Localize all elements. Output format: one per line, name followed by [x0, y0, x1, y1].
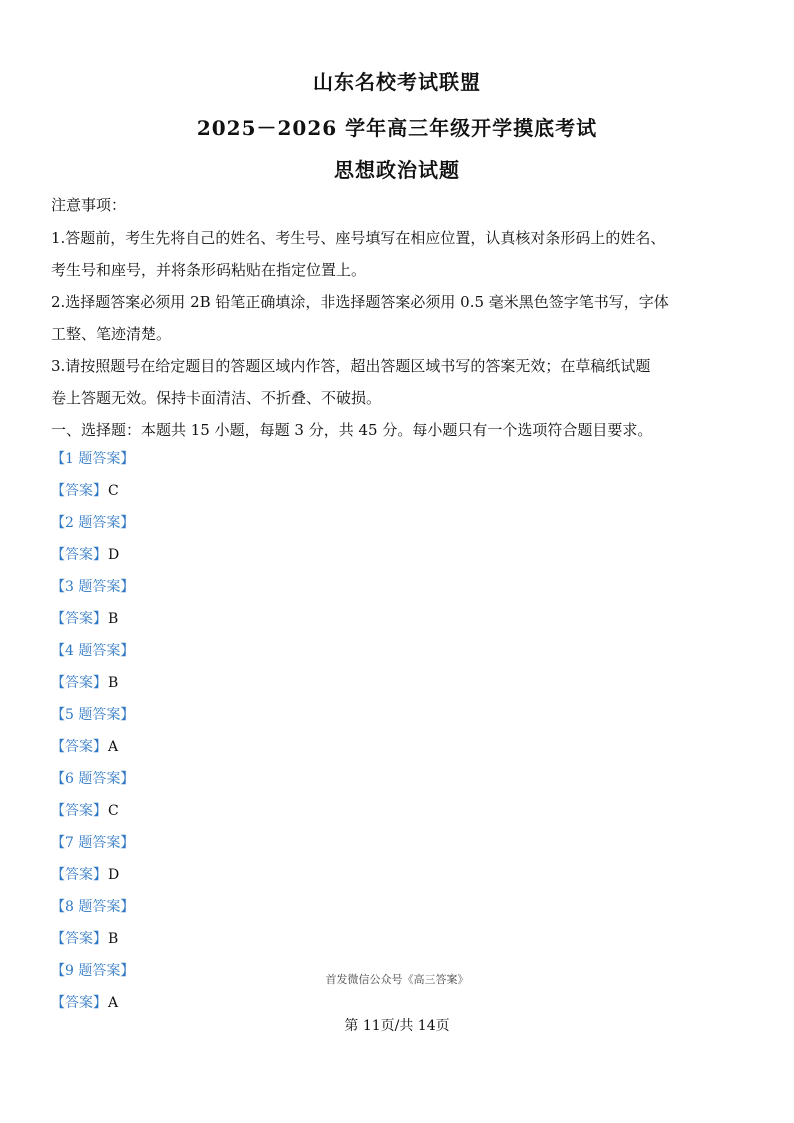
notice-item-2-line-1: 2.选择题答案必须用 2B 铅笔正确填涂，非选择题答案必须用 0.5 毫米黑色签字笔书写，字体	[51, 293, 669, 311]
question-label-row	[51, 705, 134, 737]
question-label: 【4 题答案】	[51, 643, 135, 659]
answer-value: D	[108, 547, 120, 563]
question-label-row	[51, 769, 134, 801]
notice-item-1-line-1: 1.答题前，考生先将自己的姓名、考生号、座号填写在相应位置，认真核对条形码上的姓名、	[51, 229, 666, 247]
answer-row	[51, 737, 134, 769]
answer-label: 【答案】	[51, 803, 107, 819]
answer-row	[51, 929, 134, 961]
page-number: 第 11页/共 14页	[344, 1018, 450, 1034]
organization-title: 山东名校考试联盟	[313, 70, 481, 94]
question-label-row	[51, 641, 134, 673]
answer-value: B	[108, 931, 119, 947]
question-label: 【6 题答案】	[51, 771, 135, 787]
question-label-row	[51, 449, 134, 481]
question-label-row	[51, 897, 134, 929]
answer-label: 【答案】	[51, 739, 107, 755]
question-label: 【8 题答案】	[51, 899, 135, 915]
answer-row	[51, 801, 134, 833]
exam-title: 2025－2026 学年高三年级开学摸底考试	[196, 116, 598, 140]
notice-heading: 注意事项：	[51, 196, 127, 214]
answer-value: B	[108, 611, 119, 627]
answer-value: B	[108, 675, 119, 691]
question-label: 【5 题答案】	[51, 707, 135, 723]
section-heading: 一、选择题：本题共 15 小题，每题 3 分，共 45 分。每小题只有一个选项符合题目要求。	[51, 421, 653, 439]
question-label: 【7 题答案】	[51, 835, 135, 851]
answer-value: C	[108, 803, 119, 819]
question-label: 【2 题答案】	[51, 515, 135, 531]
answer-value: A	[108, 739, 119, 755]
answer-label: 【答案】	[51, 611, 107, 627]
answer-row	[51, 609, 134, 641]
answer-value: C	[108, 483, 119, 499]
answer-row	[51, 865, 134, 897]
answer-label: 【答案】	[51, 483, 107, 499]
answer-label: 【答案】	[51, 675, 107, 691]
answer-row	[51, 481, 134, 513]
watermark-text: 首发微信公众号《高三答案》	[325, 973, 469, 986]
notice-item-3-line-2: 卷上答题无效。保持卡面清洁、不折叠、不破损。	[51, 389, 382, 407]
answer-label: 【答案】	[51, 995, 107, 1011]
notice-item-3-line-1: 3.请按照题号在给定题目的答题区域内作答，超出答题区域书写的答案无效；在草稿纸试题	[51, 357, 651, 375]
question-label: 【3 题答案】	[51, 579, 135, 595]
subject-title: 思想政治试题	[334, 158, 460, 182]
answer-value: D	[108, 867, 120, 883]
answer-value: A	[108, 995, 119, 1011]
notice-item-1-line-2: 考生号和座号，并将条形码粘贴在指定位置上。	[51, 261, 367, 279]
answer-label: 【答案】	[51, 931, 107, 947]
answer-list	[51, 449, 134, 1025]
question-label: 【9 题答案】	[51, 963, 135, 979]
question-label-row	[51, 833, 134, 865]
answer-label: 【答案】	[51, 867, 107, 883]
answer-label: 【答案】	[51, 547, 107, 563]
notice-item-2-line-2: 工整、笔迹清楚。	[51, 325, 172, 343]
answer-row	[51, 673, 134, 705]
answer-row	[51, 545, 134, 577]
question-label: 【1 题答案】	[51, 451, 135, 467]
question-label-row	[51, 577, 134, 609]
question-label-row	[51, 513, 134, 545]
